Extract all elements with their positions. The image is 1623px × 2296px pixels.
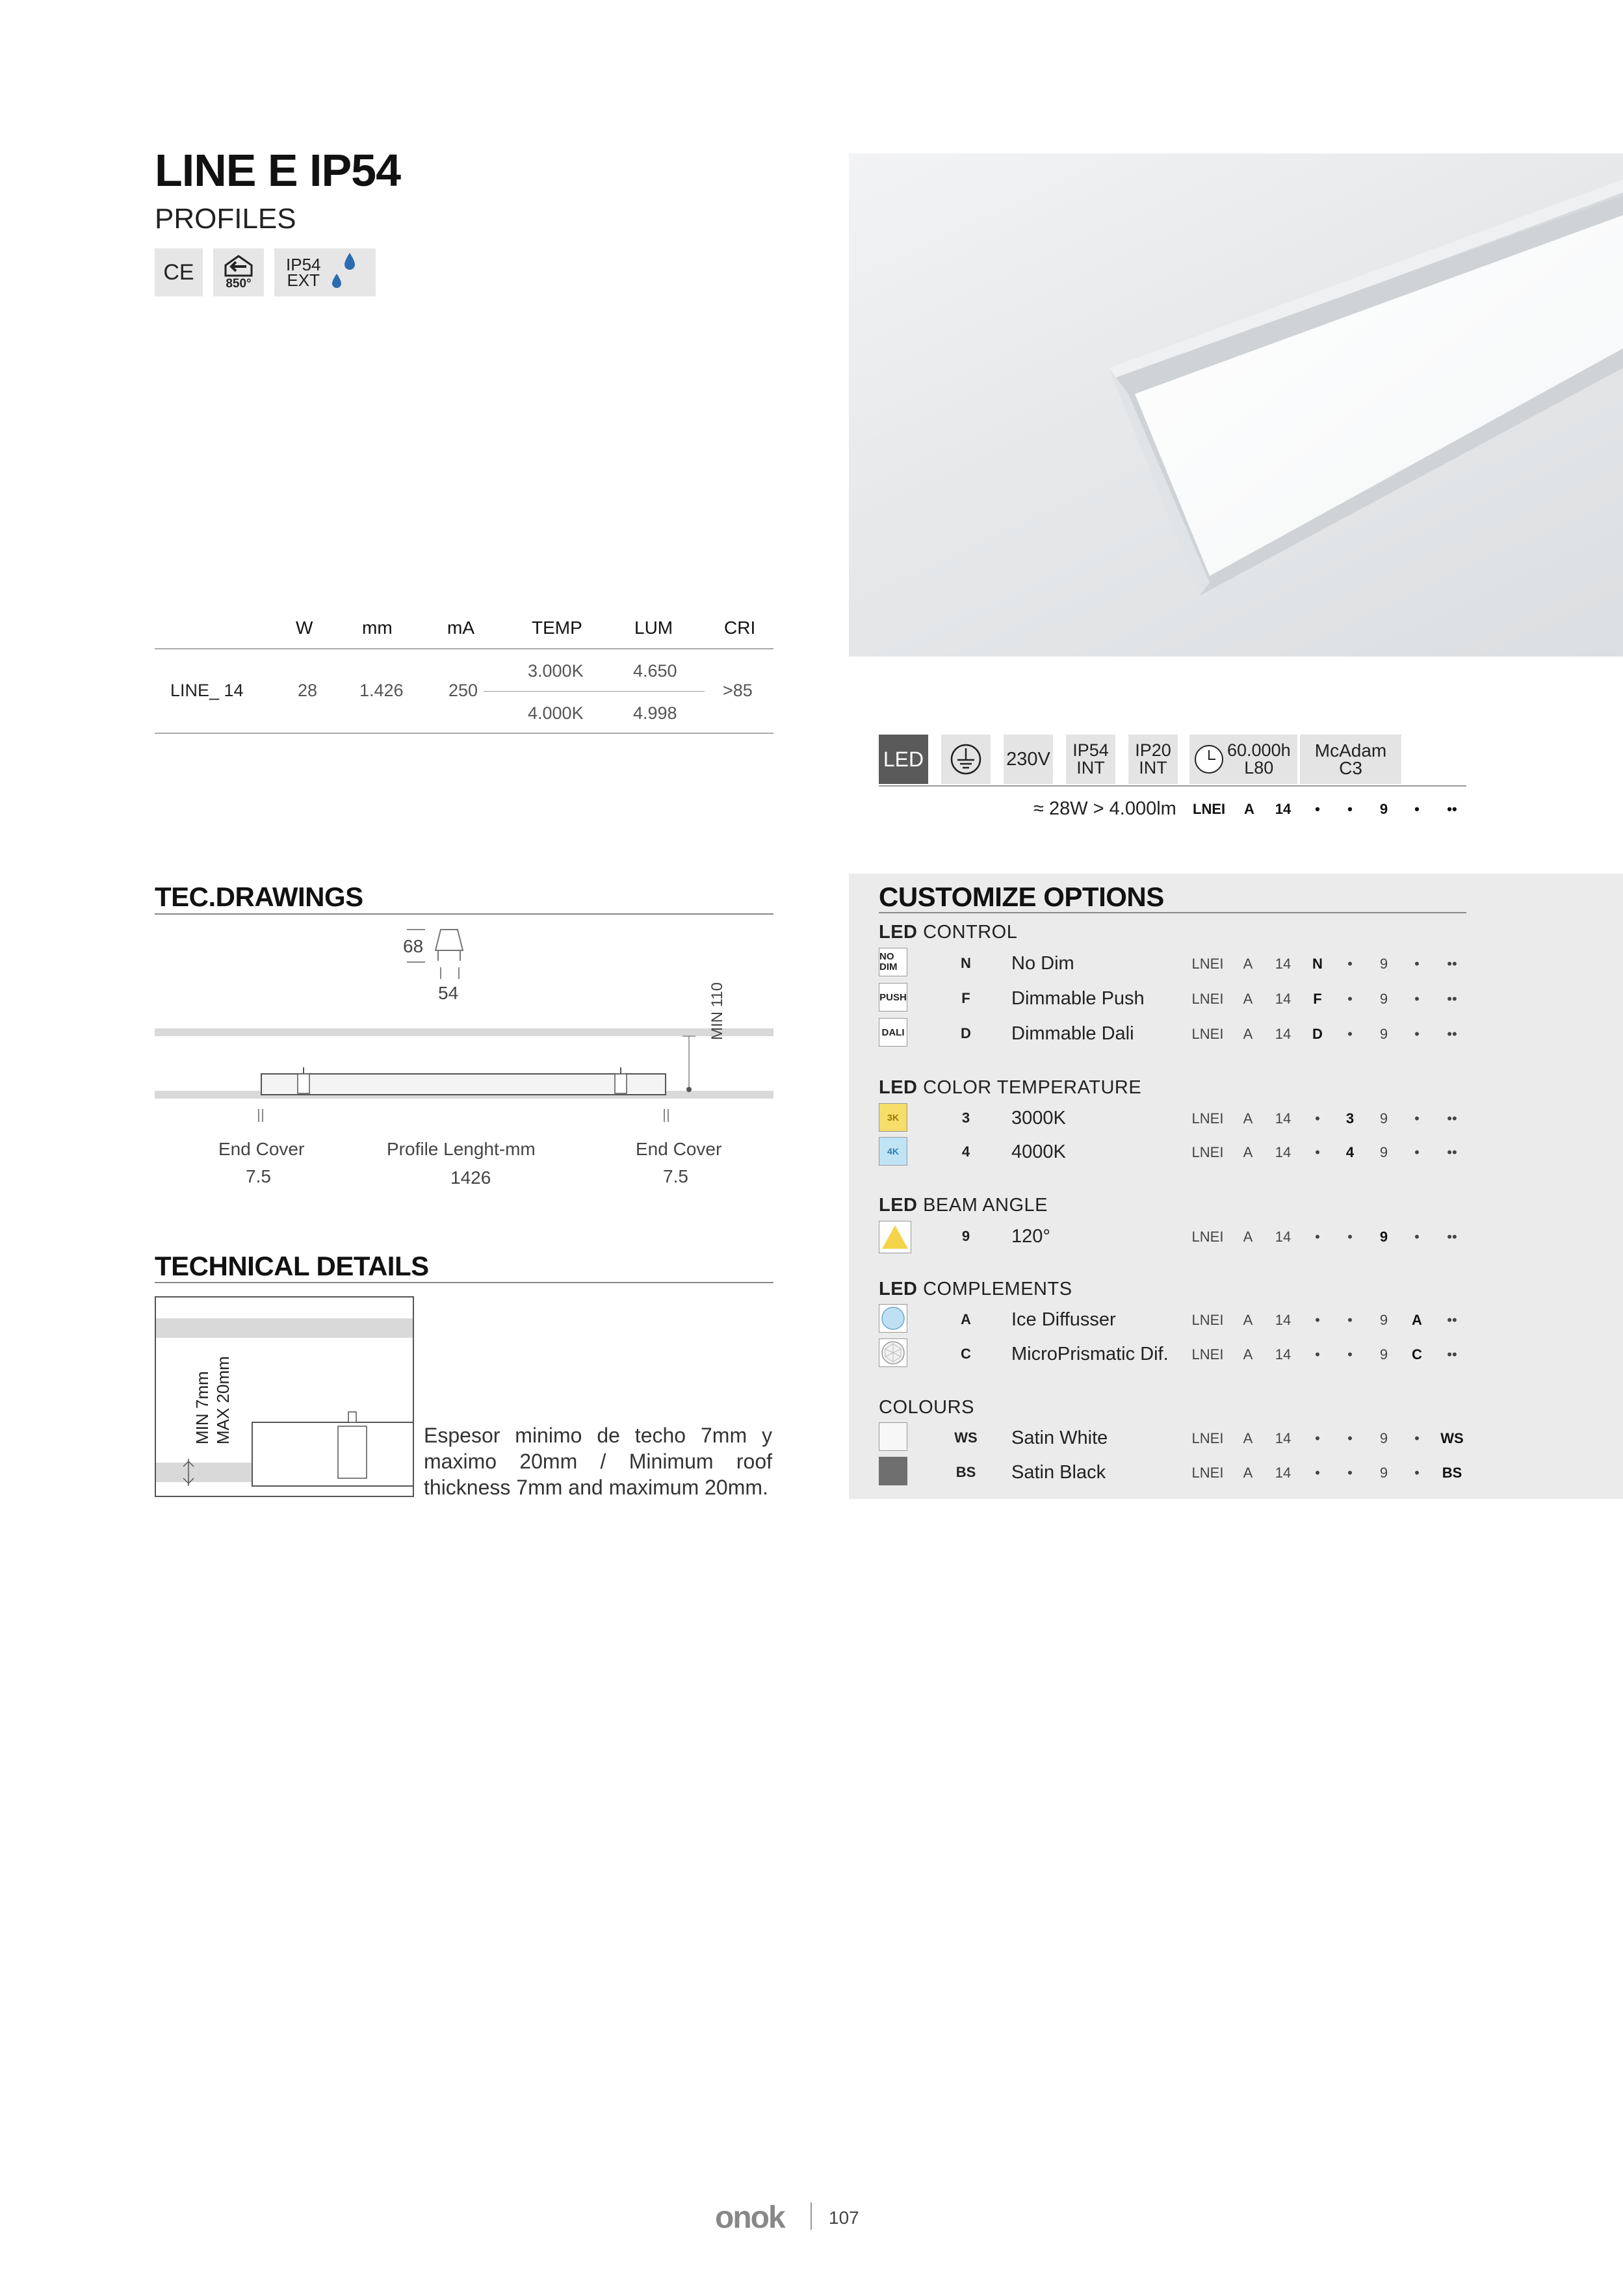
spec-lum-2: 4.998 — [633, 703, 677, 723]
ref-part-2: A — [1244, 801, 1254, 817]
ref-part-3: 14 — [1275, 801, 1292, 817]
spec-header-ma: mA — [447, 618, 474, 638]
page-number: 107 — [829, 2208, 859, 2228]
cct-ref-4: LNEI A 14 • 4 9 • •• — [1191, 1144, 1457, 1160]
cct-label-3000k: 3000K — [1011, 1108, 1066, 1128]
min-thickness-label: MIN 7mm — [192, 1371, 212, 1444]
beam-label-120: 120° — [1011, 1226, 1050, 1247]
end-cover-left-label: End Cover — [218, 1139, 305, 1159]
spec-header-mm: mm — [362, 618, 393, 638]
control-code-d: D — [961, 1025, 971, 1041]
4k-icon: 4K — [879, 1137, 907, 1166]
section-height: 68 — [403, 936, 424, 956]
led-badge-label: LED — [883, 747, 924, 771]
earth-ground-icon — [941, 735, 991, 784]
max-thickness-label: MAX 20mm — [213, 1356, 233, 1444]
clock-icon — [1193, 744, 1225, 775]
product-title: LINE E IP54 — [155, 145, 401, 196]
ip-rating-label: IP54 — [286, 255, 321, 274]
control-label-push: Dimmable Push — [1011, 988, 1145, 1009]
power-output: ≈ 28W > 4.000lm — [1033, 798, 1176, 819]
group-title-color-temp: LED COLOR TEMPERATURE — [879, 1077, 1142, 1098]
control-label-no-dim: No Dim — [1011, 953, 1074, 974]
colour-code-bs: BS — [955, 1464, 976, 1480]
group-title-colours: COLOURS — [879, 1397, 974, 1418]
ip-ext-label: EXT — [287, 270, 320, 290]
complement-ref-c: LNEI A 14 • • 9 C •• — [1191, 1346, 1457, 1363]
ref-part-5: • — [1347, 801, 1353, 817]
ip20-int-badge — [1128, 735, 1178, 784]
ce-mark-icon — [155, 248, 203, 296]
ground-symbol-icon — [949, 742, 983, 776]
technical-details-divider — [155, 1282, 773, 1283]
ce-label: CE — [163, 259, 194, 285]
spec-header-cri: CRI — [724, 618, 756, 638]
spec-header-temp: TEMP — [532, 618, 582, 638]
spec-length: 1.426 — [359, 681, 404, 700]
spec-cri: >85 — [723, 681, 753, 700]
beam-code-9: 9 — [961, 1228, 970, 1244]
spec-divider-top — [155, 648, 773, 649]
glow-wire-label: 850° — [226, 277, 252, 291]
control-code-n: N — [961, 955, 971, 971]
complement-code-a: A — [961, 1311, 971, 1327]
feature-divider — [879, 785, 1466, 787]
profile-length-label: Profile Lenght-mm — [387, 1139, 536, 1159]
profile-length-value: 1426 — [450, 1168, 491, 1188]
cct-ref-3: LNEI A 14 • 3 9 • •• — [1191, 1110, 1457, 1127]
led-badge — [879, 735, 928, 784]
mcadam-line1: McAdam — [1314, 740, 1387, 761]
spec-header-w: W — [296, 618, 313, 638]
product-photo — [849, 153, 1623, 657]
technical-details-title: TECHNICAL DETAILS — [155, 1251, 429, 1281]
product-subtitle: PROFILES — [155, 203, 296, 235]
push-icon: PUSH — [879, 983, 907, 1011]
customize-title: CUSTOMIZE OPTIONS — [879, 881, 1164, 912]
linear-light-image — [849, 153, 1623, 657]
complement-code-c: C — [961, 1346, 971, 1362]
spec-lum-1: 4.650 — [633, 661, 677, 681]
voltage-badge — [1004, 735, 1053, 784]
group-title-control: LED CONTROL — [879, 922, 1018, 943]
spec-temp-2: 4.000K — [528, 703, 584, 723]
3k-icon: 3K — [879, 1103, 907, 1132]
mcadam-badge — [1300, 735, 1401, 784]
lifetime-l80: L80 — [1244, 758, 1274, 777]
cct-code-4: 4 — [961, 1143, 970, 1160]
ip54-int-line2: INT — [1076, 758, 1105, 777]
control-ref-n: LNEI A 14 N • 9 • •• — [1191, 956, 1457, 972]
colour-label-satin-white: Satin White — [1011, 1428, 1108, 1448]
section-width: 54 — [438, 983, 459, 1003]
glow-wire-icon — [213, 248, 264, 296]
control-ref-d: LNEI A 14 D • 9 • •• — [1191, 1026, 1457, 1042]
tec-drawings-title: TEC.DRAWINGS — [155, 881, 363, 912]
no-dim-icon: NO DIM — [879, 948, 907, 976]
spec-header-lum: LUM — [634, 618, 673, 638]
spec-watts: 28 — [298, 681, 318, 700]
min-depth-label: MIN 110 — [708, 982, 726, 1040]
lifetime-hours: 60.000h — [1227, 740, 1291, 760]
ref-part-8: •• — [1447, 801, 1457, 817]
house-arrow-icon — [223, 254, 254, 277]
cct-label-4000k: 4000K — [1011, 1141, 1066, 1162]
colour-code-ws: WS — [954, 1429, 978, 1446]
customize-divider — [879, 912, 1466, 913]
complement-ref-a: LNEI A 14 • • 9 A •• — [1191, 1312, 1457, 1328]
brand-logo: onok — [715, 2200, 785, 2235]
voltage-label: 230V — [1006, 748, 1050, 770]
spec-current: 250 — [448, 681, 478, 700]
group-title-beam: LED BEAM ANGLE — [879, 1195, 1048, 1216]
ip54-ext-badge — [274, 248, 376, 296]
ref-part-4: • — [1315, 801, 1320, 817]
ref-part-1: LNEI — [1193, 801, 1226, 817]
colour-ref-bs: LNEI A 14 • • 9 • BS — [1191, 1465, 1462, 1481]
end-cover-left-value: 7.5 — [246, 1166, 271, 1186]
ref-part-6: 9 — [1379, 801, 1388, 817]
colour-label-satin-black: Satin Black — [1011, 1462, 1106, 1483]
lifetime-badge — [1189, 735, 1297, 784]
reference-code-main — [0, 801, 1623, 820]
spec-model: LINE_ 14 — [170, 681, 244, 700]
water-drops-icon — [328, 252, 360, 293]
group-title-complements: LED COMPLEMENTS — [879, 1279, 1072, 1299]
beam-ref-9: LNEI A 14 • • 9 • •• — [1191, 1229, 1457, 1245]
tec-drawings-divider — [155, 913, 773, 915]
ref-part-7: • — [1414, 801, 1420, 817]
ip54-int-line1: IP54 — [1072, 740, 1109, 760]
mcadam-line2: C3 — [1339, 758, 1362, 778]
control-ref-f: LNEI A 14 F • 9 • •• — [1191, 991, 1457, 1007]
spec-inner-divider — [484, 691, 705, 692]
colour-ref-ws: LNEI A 14 • • 9 • WS — [1191, 1430, 1464, 1446]
spec-divider-bottom — [155, 733, 773, 734]
spec-temp-1: 3.000K — [528, 661, 584, 681]
dali-icon: DALI — [879, 1018, 907, 1047]
thickness-description: Espesor minimo de techo 7mm y maximo 20mm / Minimum roof thickness 7mm and maximum 20mm. — [424, 1424, 772, 1499]
ip20-int-line1: IP20 — [1135, 740, 1171, 760]
control-code-f: F — [961, 990, 970, 1006]
ip54-int-badge — [1066, 735, 1115, 784]
end-cover-right-value: 7.5 — [663, 1166, 688, 1186]
ip20-int-line2: INT — [1139, 758, 1167, 777]
end-cover-right-label: End Cover — [636, 1139, 722, 1159]
footer-separator — [811, 2202, 812, 2230]
cct-code-3: 3 — [961, 1110, 970, 1126]
complement-label-microprismatic: MicroPrismatic Dif. — [1011, 1344, 1169, 1364]
complement-label-ice: Ice Diffusser — [1011, 1309, 1116, 1330]
control-label-dali: Dimmable Dali — [1011, 1023, 1134, 1044]
